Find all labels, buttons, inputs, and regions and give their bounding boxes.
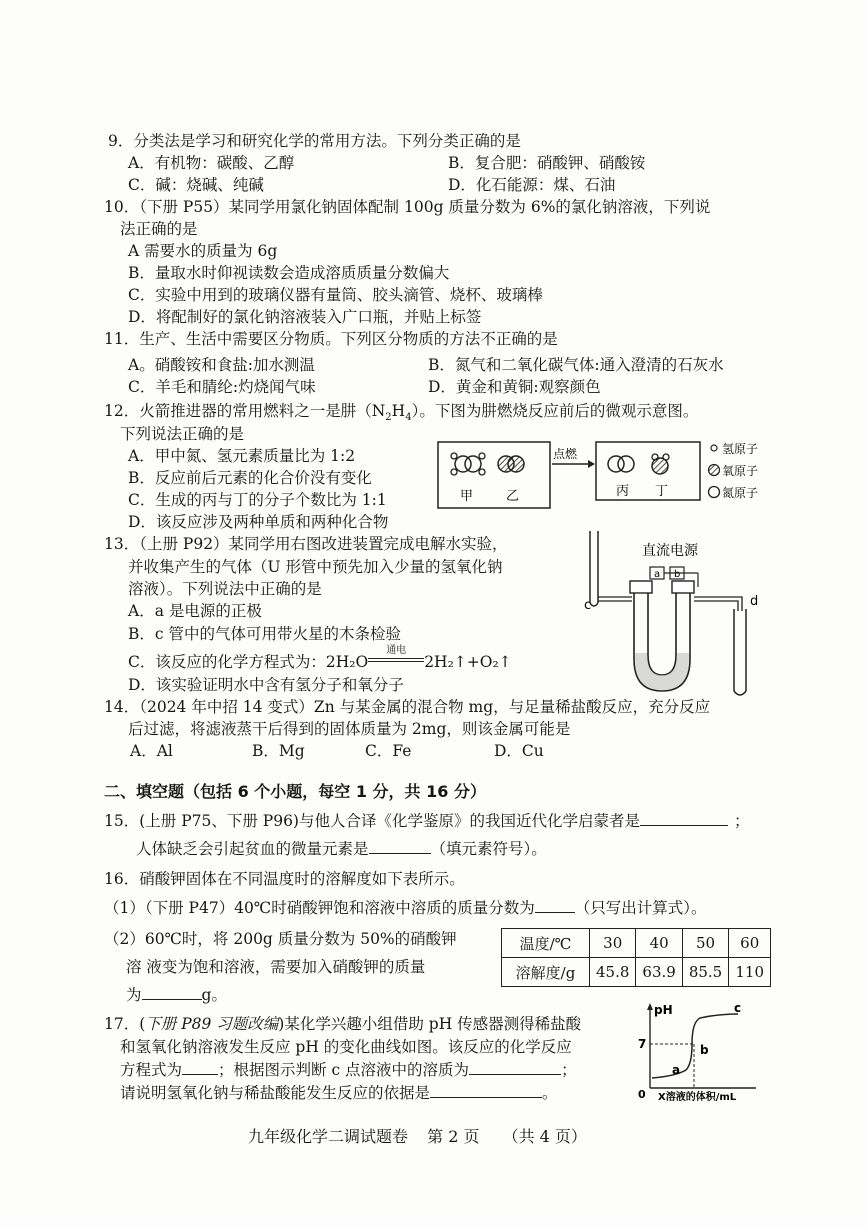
footer-title: 九年级化学二调试题卷 [248,1127,409,1146]
q14-option-b: B．Mg [252,742,305,760]
temp-cell: 40 [636,929,682,958]
q9-option-c: C．碱：烧碱、纯碱 [128,176,264,194]
u-tube-icon [630,581,694,691]
q11-option-a: A。硝酸铵和食盐:加水测温 [128,356,315,374]
table-row [502,958,771,987]
label-jia: 甲 [460,489,474,504]
q13-option-a: A．a 是电源的正极 [128,602,262,620]
power-supply-label: 直流电源 [642,543,698,559]
q16-stem: 16．硝酸钾固体在不同温度时的溶解度如下表所示。 [104,870,465,888]
water-molecule-icon [652,454,669,474]
table-row [502,929,771,958]
footer-page: 第 2 页 [427,1127,480,1146]
nitrogen-molecule-icon [608,456,634,472]
q14-option-c: C．Fe [365,742,412,760]
point-c: c [734,1001,742,1015]
q17-line-2: 和氢氧化钠溶液发生反应 pH 的变化曲线如图。该反应的化学反应 [120,1038,572,1056]
q17-line-4: 请说明氢氧化钠与稀盐酸能发生反应的依据是 。 [120,1084,558,1102]
q13-stem-2: 并收集产生的气体（U 形管中预先加入少量的氢氧化钠 [128,558,503,576]
origin-label: 0 [638,1088,646,1101]
q16-blank-1 [535,898,575,913]
label-yi: 乙 [506,489,520,504]
label-d: d [750,594,759,609]
q10-option-d: D．将配制好的氯化钠溶液装入广口瓶，并贴上标签 [128,308,482,326]
label-c: c [584,598,592,613]
hydrogen-atom-icon [711,445,717,451]
q12-option-d: D．该反应涉及两种单质和两种化合物 [128,513,389,531]
solubility-cell: 45.8 [590,958,636,987]
q13-stem-3: 溶液）。下列说法中正确的是 [128,580,322,598]
temp-cell: 60 [729,929,771,958]
q11-option-d: D．黄金和黄铜:观察颜色 [428,378,601,396]
solubility-cell: 110 [729,958,771,987]
q12-option-c: C．生成的丙与丁的分子个数比为 1:1 [128,491,387,509]
q11-stem: 11．生产、生活中需要区分物质。下列区分物质的方法不正确的是 [104,330,558,348]
nitrogen-atom-icon [709,487,720,498]
section-2-title: 二、填空题（包括 6 个小题，每空 1 分，共 16 分） [104,782,486,801]
solubility-table [501,928,771,987]
q15-line-2: 人体缺乏会引起贫血的微量元素是 （填元素符号）。 [136,840,547,858]
q16-part-2b: 溶 液变为饱和溶液，需要加入硝酸钾的质量 [126,958,426,976]
q12-option-a: A．甲中氮、氢元素质量比为 1:2 [128,447,356,465]
q14-stem-2: 后过滤，将滤液蒸干后得到的固体质量为 2mg，则该金属可能是 [128,720,571,738]
q17-blank-2 [469,1060,561,1075]
point-b: b [700,1043,709,1057]
solubility-header: 溶解度/g [502,958,590,987]
q13-option-d: D．该实验证明水中含有氢分子和氧分子 [128,676,404,694]
q15-line-1: 15．(上册 P75、下册 P96)与他人合译《化学鉴原》的我国近代化学启蒙者是 ； [104,812,750,830]
q14-option-d: D．Cu [494,742,544,760]
q16-blank-2 [142,985,202,1000]
arrow-head-icon [588,460,595,468]
q14-option-a: A．Al [130,742,173,760]
label-b: b [674,569,681,580]
y-tick-7: 7 [638,1037,647,1051]
q17-line-3: 方程式为 ；根据图示判断 c 点溶液中的溶质为 ； [120,1061,577,1079]
q14-stem-1: 14．（2024 年中招 14 变式）Zn 与某金属的混合物 mg，与足量稀盐酸反应，充分反应 [104,698,711,716]
q9-option-d: D．化石能源：煤、石油 [448,176,616,194]
q12-stem-2: 下列说法正确的是 [120,425,245,443]
q16-part-1: （1）（下册 P47）40℃时硝酸钾饱和溶液中溶质的质量分数为 （只写出计算式）。 [104,899,707,917]
q10-option-b: B．量取水时仰视读数会造成溶质质量分数偏大 [128,264,450,282]
q12-option-b: B．反应前后元素的化合价没有变化 [128,469,372,487]
ph-curve [652,1014,738,1078]
q17-line-1: 17．(下册 P89 习题改编)某化学兴趣小组借助 pH 传感器测得稀盐酸 [104,1015,582,1033]
legend-hydrogen: 氢原子 [722,442,759,456]
q13-stem-1: 13．（上册 P92）某同学用右图改进装置完成电解水实验， [104,535,508,553]
ph-curve-graph [628,1000,768,1104]
q11-option-c: C．羊毛和腈纶:灼烧闻气味 [128,378,316,396]
q10-stem-1: 10．（下册 P55）某同学用氯化钠固体配制 100g 质量分数为 6%的氯化钠溶液，下列说 [104,198,711,216]
q10-stem-2: 法正确的是 [120,220,198,238]
q17-blank-3 [430,1083,542,1098]
q9-option-b: B．复合肥：硝酸钾、硝酸铵 [448,154,646,172]
footer [248,1126,587,1148]
q15-blank-2 [369,839,431,854]
q9-stem: 9．分类法是学习和研究化学的常用方法。下列分类正确的是 [108,132,521,150]
q12-stem-1: 12．火箭推进器的常用燃料之一是肼$(N_2H_4)$。下图为肼燃烧反应前后的微观示意图。 [104,402,699,424]
label-a: a [654,569,661,580]
label-bing: 丙 [616,484,630,499]
label-ding: 丁 [655,484,669,499]
hydrazine-molecule-icon [451,453,485,475]
reaction-diagram [430,438,770,516]
q10-option-c: C．实验中用到的玻璃仪器有量筒、胶头滴管、烧杯、玻璃棒 [128,286,543,304]
legend-nitrogen: 氮原子 [722,486,759,500]
point-a: a [672,1063,681,1077]
reaction-condition: 点燃 [553,447,578,461]
solubility-cell: 63.9 [636,958,682,987]
oxygen-molecule-icon [498,456,524,472]
electrolysis-apparatus [578,525,768,705]
temperature-header: 温度/℃ [502,929,590,958]
q17-blank-1 [182,1060,218,1075]
q13-option-c: C．该反应的化学方程式为：2H₂O 通电 2H₂↑+O₂↑ [128,645,512,671]
q15-blank-1 [640,811,728,826]
tube-d-icon [734,609,746,695]
tube-c-icon [590,531,598,606]
q16-part-2a: （2）60℃时，将 200g 质量分数为 50%的硝酸钾 [104,930,457,948]
footer-total: （共 4 页） [502,1127,587,1146]
q10-option-a: A 需要水的质量为 6g [128,242,278,260]
solubility-cell: 85.5 [682,958,728,987]
q11-option-b: B．氮气和二氧化碳气体:通入澄清的石灰水 [428,356,724,374]
q13-option-b: B．c 管中的气体可用带火星的木条检验 [128,625,401,643]
temp-cell: 50 [682,929,728,958]
y-axis-label: pH [654,1003,673,1017]
oxygen-atom-icon [709,465,720,476]
q9-option-a: A．有机物：碳酸、乙醇 [128,154,295,172]
q16-part-2c: 为 g。 [126,986,227,1004]
y-axis-arrow-icon [647,1003,653,1010]
temp-cell: 30 [590,929,636,958]
legend-oxygen: 氧原子 [722,464,759,478]
x-axis-label: X溶液的体积/mL [658,1092,737,1103]
